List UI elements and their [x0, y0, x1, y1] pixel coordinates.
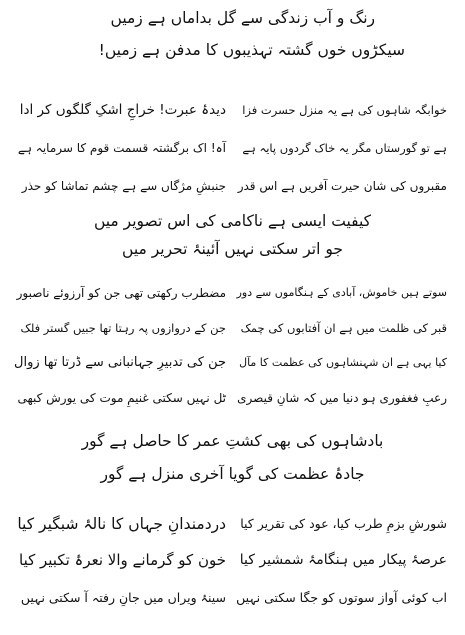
couplet2-line-1: بادشاہوں کی بھی کشتِ عمر کا حاصل ہے گور — [81, 432, 384, 450]
stanza2-verse-1-left: مضطرب رکھتی تھی جن کو آرزوئے ناصبور — [16, 286, 226, 300]
stanza2-verse-2-right: قبر کی ظلمت میں ہے ان آفتابوں کی چمک — [240, 321, 447, 335]
stanza3-verse-2-left: خون کو گرمانے والا نعرۂ تکبیر کیا — [19, 551, 226, 569]
stanza2-verse-3-left: جن کی تدبیرِ جہانبانی سے ڈرتا تھا زوال — [14, 355, 226, 370]
stanza1-verse-2-left: آہ! اک برگشتہ قسمت قوم کا سرمایہ ہے — [17, 141, 226, 155]
stanza3-verse-1-right: شورشِ بزمِ طرب کیا، عود کی تقریر کیا — [240, 516, 447, 531]
couplet1-line-2: جو اتر سکتی نہیں آئینۂ تحریر میں — [122, 240, 343, 258]
intro-line-1: رنگ و آب زندگی سے گل بداماں ہے زمیں — [110, 9, 375, 27]
couplet2-line-2: جادۂ عظمت کی گویا آخری منزل ہے گور — [100, 465, 365, 483]
couplet1-line-1: کیفیت ایسی ہے ناکامی کی اس تصویر میں — [93, 212, 372, 230]
stanza2-verse-1-right: سوتے ہیں خاموش، آبادی کے ہنگاموں سے دور — [236, 286, 447, 299]
stanza2-verse-4-left: ٹل نہیں سکتی غنیمِ موت کی یورش کبھی — [17, 391, 226, 405]
stanza1-verse-3-left: جنبشِ مژگاں سے ہے چشم تماشا کو حذر — [21, 179, 226, 193]
stanza3-verse-2-right: عرصۂ پیکار میں ہنگامۂ شمشیر کیا — [239, 552, 447, 568]
stanza1-verse-1-right: خوابگہ شاہوں کی ہے یہ منزل حسرت فزا — [242, 103, 447, 117]
intro-line-2: سیکڑوں خوں گشتہ تہذیبوں کا مدفن ہے زمیں! — [98, 41, 405, 59]
stanza1-verse-1-left: دیدۂ عبرت! خراجِ اشکِ گلگوں کر ادا — [19, 102, 226, 118]
stanza2-verse-2-left: جن کے دروازوں پہ رہتا تھا جبیں گستر فلک — [20, 321, 226, 335]
stanza1-verse-3-right: مقبروں کی شان حیرت آفریں ہے اس قدر — [237, 179, 447, 193]
stanza2-verse-4-right: رعبِ فغفوری ہو دنیا میں کہ شانِ قیصری — [237, 391, 447, 405]
stanza1-verse-2-right: ہے تو گورستاں مگر یہ خاک گردوں پایہ ہے — [242, 141, 447, 155]
stanza3-verse-3-right: اب کوئی آواز سوتوں کو جگا سکتی نہیں — [236, 590, 447, 605]
stanza2-verse-3-right: کیا یہی ہے ان شہنشاہوں کی عظمت کا مآل — [239, 356, 447, 369]
stanza3-verse-3-left: سینۂ ویراں میں جانِ رفتہ آ سکتی نہیں — [20, 590, 226, 605]
stanza3-verse-1-left: دردمندانِ جہاں کا نالۂ شبگیر کیا — [17, 515, 226, 533]
